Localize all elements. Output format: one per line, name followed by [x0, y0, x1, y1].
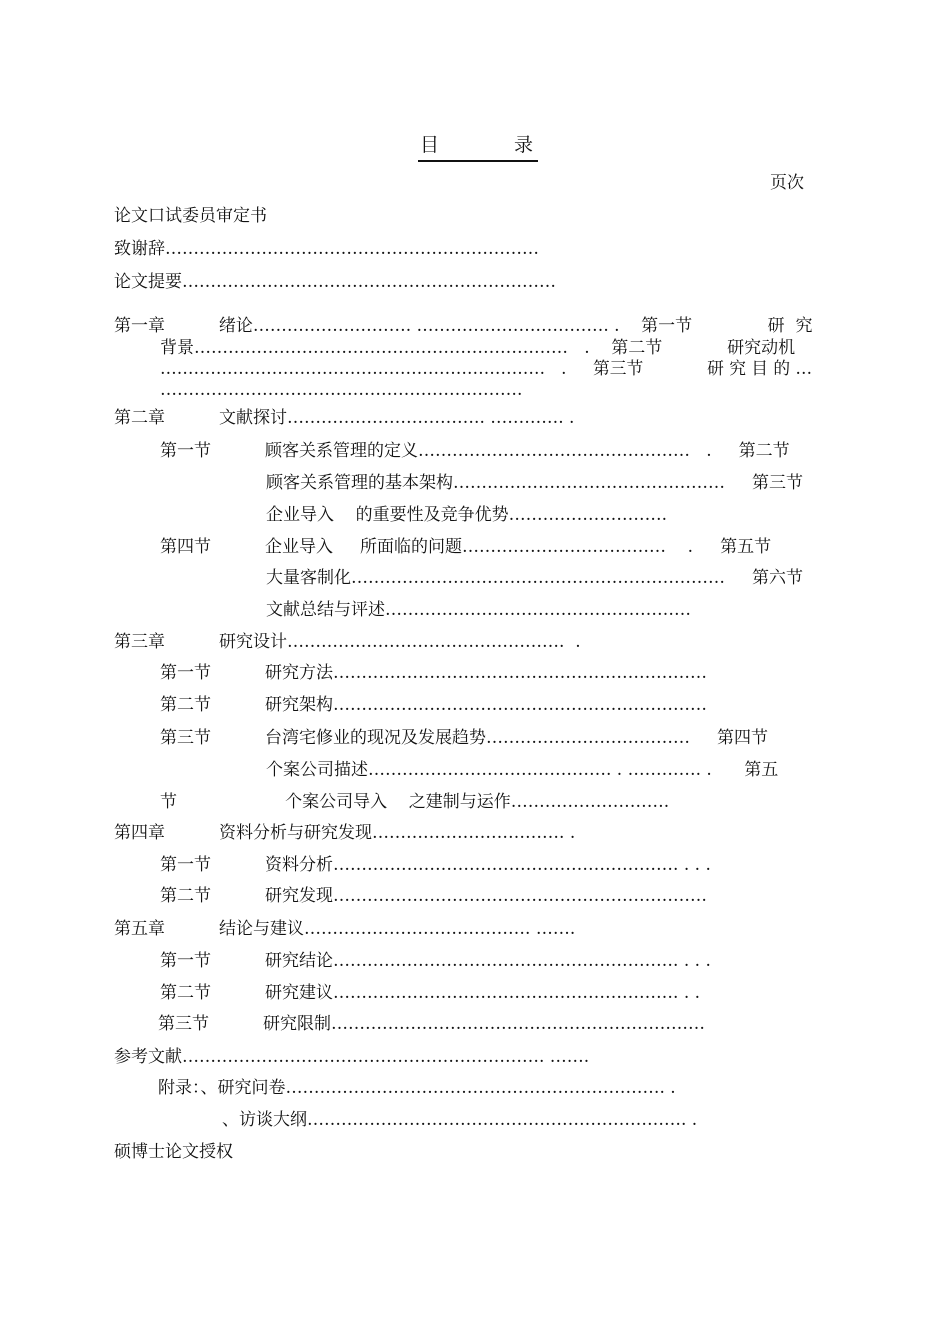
toc-line: …………………………………………………………… . 第三节 研 究 目 的 …: [160, 359, 813, 379]
toc-line: 第二节 研究架构…………………………………………………………: [160, 695, 708, 715]
toc-line: 节 个案公司导入 之建制与运作……………………….: [160, 792, 670, 812]
toc-line: 第三章 研究设计…………………………………………. .: [114, 632, 581, 652]
toc-line: 第一节 研究结论……………………………………………………. . . .: [160, 951, 711, 971]
toc-line: 顾客关系管理的基本架构………………………………………… 第三节: [266, 473, 804, 493]
toc-line: 第四节 企业导入 所面临的问题……………………………… . 第五节: [160, 537, 772, 557]
toc-line: 硕博士论文授权: [114, 1142, 233, 1162]
toc-line: 论文口试委员审定书: [114, 206, 267, 226]
toc-line: 第三节 台湾宅修业的现况及发展趋势……………………………… 第四节: [160, 728, 769, 748]
toc-line: 第二章 文献探讨…………………………….. …………. .: [114, 408, 575, 428]
toc-line: 第一节 顾客关系管理的定义………………………………………… . 第二节: [160, 441, 790, 461]
toc-line: 、访谈大纲…………………………………………………………. .: [222, 1110, 698, 1130]
toc-line: 大量客制化………………………………………………………… 第六节: [266, 568, 804, 588]
toc-line: 第三节 研究限制…………………………………………………………: [158, 1014, 706, 1034]
toc-line: 第二节 研究建议……………………………………………………. . .: [160, 983, 701, 1003]
toc-line: 附录：、研究问卷…………………………………………………………. .: [158, 1078, 676, 1098]
toc-line: 第一章 绪论………………………. ……………………………. . 第一节 研 究: [114, 316, 813, 336]
page-column-label: 页次: [770, 173, 804, 193]
toc-line: 第一节 资料分析……………………………………………………. . . .: [160, 855, 711, 875]
toc-title-underline: [418, 160, 538, 162]
toc-line: 第五章 结论与建议…………………………………. …….: [114, 919, 576, 939]
toc-line: 第四章 资料分析与研究发现……………………………. .: [114, 823, 576, 843]
toc-line: 参考文献………………………………………………………. …….: [114, 1047, 590, 1067]
toc-line: 文献总结与评述………………………………………………: [266, 600, 691, 620]
toc-title-left: 目: [420, 134, 440, 156]
toc-line: ……………………………………………………….: [160, 380, 523, 400]
toc-line: 致谢辞…………………………………………………………: [114, 239, 539, 259]
toc-line: 论文提要…………………………………………………………: [114, 272, 556, 292]
toc-line: 第二节 研究发现…………………………………………………………: [160, 886, 708, 906]
toc-line: 企业导入 的重要性及竞争优势……………………….: [266, 505, 668, 525]
toc-line: 背景………………………………………………………… . 第二节 研究动机: [160, 338, 796, 358]
toc-title-right: 录: [514, 134, 534, 156]
toc-line: 个案公司描述……………………………………. . …………. . 第五: [266, 760, 779, 780]
toc-line: 第一节 研究方法…………………………………………………………: [160, 663, 708, 683]
